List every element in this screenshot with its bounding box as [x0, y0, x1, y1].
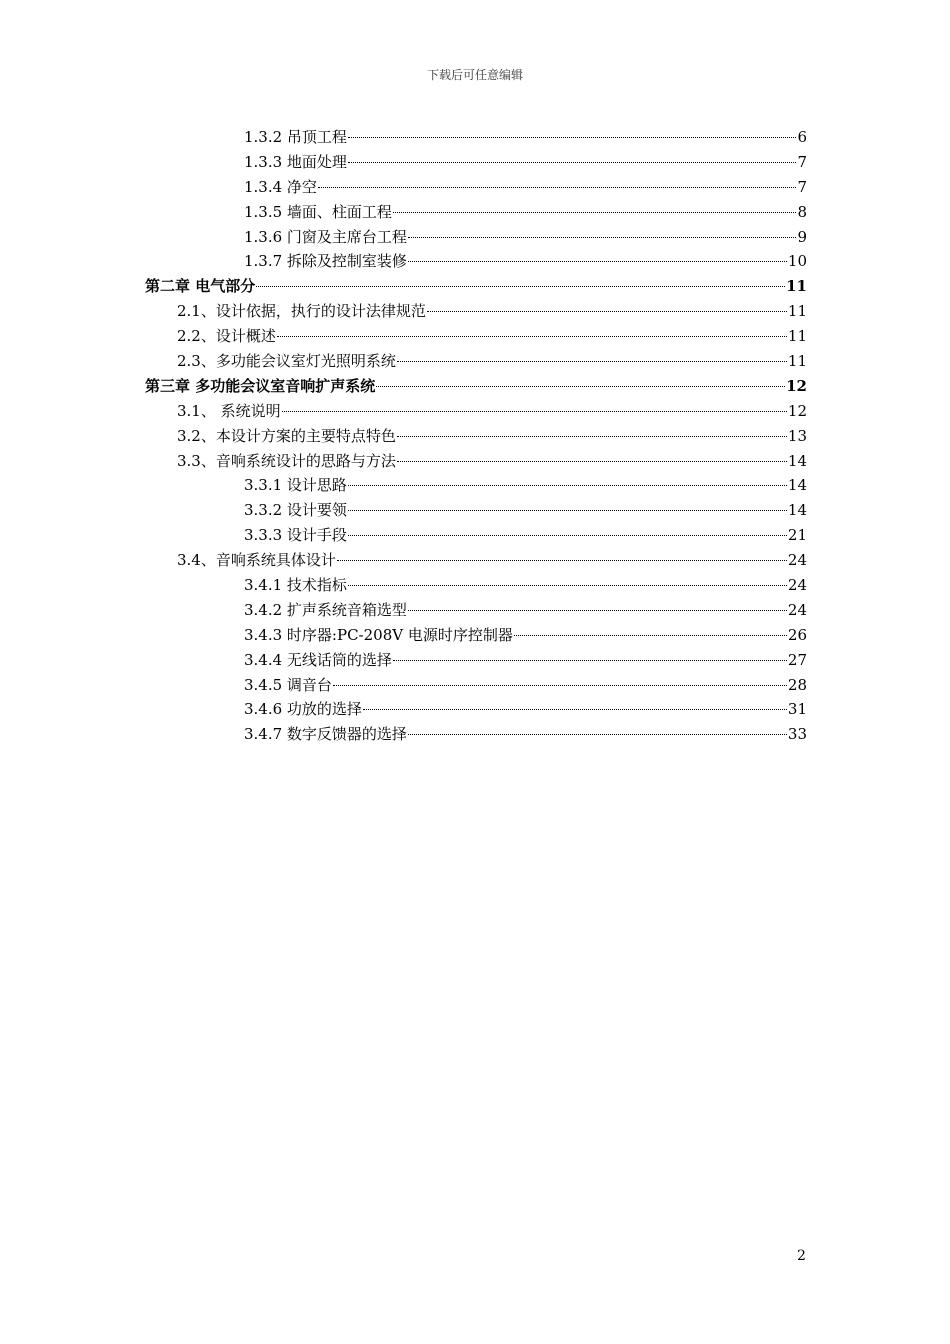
- toc-entry[interactable]: [145, 200, 807, 225]
- toc-entry[interactable]: [145, 697, 807, 722]
- toc-entry[interactable]: [145, 125, 807, 150]
- toc-dot-leader: [333, 685, 787, 686]
- toc-dot-leader: [376, 386, 785, 387]
- toc-entry-title: 3.3.2 设计要领: [244, 501, 347, 520]
- table-of-contents: [145, 125, 807, 747]
- toc-entry[interactable]: [145, 648, 807, 673]
- toc-entry-page: 7: [797, 152, 807, 171]
- toc-entry-title: 1.3.3 地面处理: [244, 152, 347, 171]
- toc-entry-title: 3.4.7 数字反馈器的选择: [244, 725, 407, 744]
- toc-dot-leader: [397, 361, 787, 362]
- toc-entry-title: 3.3.3 设计手段: [244, 526, 347, 545]
- toc-entry-title: 1.3.2 吊顶工程: [244, 128, 347, 146]
- page-header: 下载后可任意编辑: [426, 68, 523, 82]
- toc-entry-page: 24: [787, 551, 807, 570]
- toc-entry[interactable]: [145, 473, 807, 498]
- toc-dot-leader: [348, 137, 797, 138]
- toc-entry-title: 3.4.4 无线话筒的选择: [244, 650, 392, 669]
- toc-entry-page: 14: [787, 451, 807, 470]
- toc-dot-leader: [348, 162, 797, 163]
- toc-entry-page: 7: [797, 177, 807, 196]
- toc-entry-page: 12: [787, 401, 807, 420]
- toc-entry[interactable]: [145, 523, 807, 548]
- page-number: 2: [797, 1248, 806, 1264]
- toc-entry[interactable]: [145, 498, 807, 523]
- toc-entry-title: 2.2、设计概述: [177, 327, 276, 346]
- toc-dot-leader: [397, 436, 787, 437]
- toc-dot-leader: [393, 660, 787, 661]
- toc-entry[interactable]: [145, 175, 807, 200]
- toc-entry-page: 12: [786, 376, 807, 395]
- toc-dot-leader: [363, 709, 787, 710]
- toc-dot-leader: [256, 286, 785, 287]
- toc-entry-page: 13: [787, 426, 807, 445]
- toc-entry-page: 14: [787, 501, 807, 520]
- toc-entry-page: 26: [787, 625, 807, 644]
- toc-dot-leader: [348, 510, 787, 511]
- toc-dot-leader: [337, 560, 787, 561]
- toc-entry-title: 第三章 多功能会议室音响扩声系统: [145, 376, 376, 395]
- toc-entry[interactable]: [145, 249, 807, 274]
- toc-entry-page: 8: [797, 202, 807, 221]
- toc-entry-page: 33: [787, 725, 807, 744]
- toc-entry-title: 3.1、 系统说明: [177, 401, 281, 420]
- toc-entry-title: 3.4、音响系统具体设计: [177, 551, 336, 570]
- toc-entry[interactable]: [145, 449, 807, 474]
- toc-entry-page: 28: [787, 675, 807, 694]
- toc-dot-leader: [393, 212, 797, 213]
- toc-entry-page: 9: [797, 227, 807, 246]
- toc-dot-leader: [408, 610, 787, 611]
- toc-entry-page: 11: [786, 277, 807, 296]
- toc-dot-leader: [397, 461, 787, 462]
- toc-entry-page: 24: [787, 576, 807, 595]
- toc-entry-title: 3.4.2 扩声系统音箱选型: [244, 600, 407, 619]
- toc-entry-title: 1.3.7 拆除及控制室装修: [244, 252, 407, 271]
- toc-dot-leader: [318, 187, 797, 188]
- toc-entry-page: 31: [787, 700, 807, 719]
- toc-entry[interactable]: [145, 225, 807, 250]
- toc-dot-leader: [277, 336, 787, 337]
- toc-entry[interactable]: [145, 324, 807, 349]
- toc-entry-page: 11: [787, 327, 807, 346]
- toc-entry-title: 2.1、设计依据，执行的设计法律规范: [177, 302, 426, 321]
- toc-dot-leader: [408, 237, 797, 238]
- toc-entry-page: 11: [787, 302, 807, 321]
- toc-entry[interactable]: [145, 573, 807, 598]
- toc-entry-page: 24: [787, 600, 807, 619]
- toc-entry[interactable]: [145, 722, 807, 747]
- toc-entry-page: 11: [787, 352, 807, 371]
- toc-entry[interactable]: [145, 274, 807, 299]
- toc-entry-title: 3.3.1 设计思路: [244, 476, 347, 495]
- toc-entry[interactable]: [145, 399, 807, 424]
- toc-entry-page: 27: [787, 650, 807, 669]
- toc-entry-page: 21: [787, 526, 807, 545]
- toc-dot-leader: [282, 411, 787, 412]
- toc-entry-page: 6: [797, 128, 807, 146]
- toc-entry-title: 3.3、音响系统设计的思路与方法: [177, 451, 396, 470]
- toc-dot-leader: [348, 585, 787, 586]
- toc-entry-title: 3.4.5 调音台: [244, 675, 332, 694]
- toc-dot-leader: [514, 635, 787, 636]
- toc-entry-title: 1.3.4 净空: [244, 177, 317, 196]
- toc-entry[interactable]: [145, 673, 807, 698]
- toc-entry-title: 3.4.6 功放的选择: [244, 700, 362, 719]
- toc-dot-leader: [348, 535, 787, 536]
- toc-entry-title: 1.3.5 墙面、柱面工程: [244, 202, 392, 221]
- toc-entry-title: 2.3、多功能会议室灯光照明系统: [177, 352, 396, 371]
- toc-entry-page: 14: [787, 476, 807, 495]
- toc-entry[interactable]: [145, 374, 807, 399]
- toc-entry[interactable]: [145, 424, 807, 449]
- toc-entry-title: 3.4.1 技术指标: [244, 576, 347, 595]
- toc-entry[interactable]: [145, 299, 807, 324]
- toc-entry[interactable]: [145, 548, 807, 573]
- toc-dot-leader: [348, 485, 787, 486]
- toc-entry[interactable]: [145, 623, 807, 648]
- toc-entry-title: 3.4.3 时序器:PC-208V 电源时序控制器: [244, 625, 513, 644]
- toc-dot-leader: [408, 261, 787, 262]
- toc-entry-title: 3.2、本设计方案的主要特点特色: [177, 426, 396, 445]
- toc-entry-title: 第二章 电气部分: [145, 277, 256, 296]
- toc-dot-leader: [408, 734, 787, 735]
- toc-entry-page: 10: [787, 252, 807, 271]
- toc-entry-title: 1.3.6 门窗及主席台工程: [244, 227, 407, 246]
- toc-entry[interactable]: [145, 598, 807, 623]
- toc-dot-leader: [427, 311, 787, 312]
- toc-entry[interactable]: [145, 349, 807, 374]
- toc-entry[interactable]: [145, 150, 807, 175]
